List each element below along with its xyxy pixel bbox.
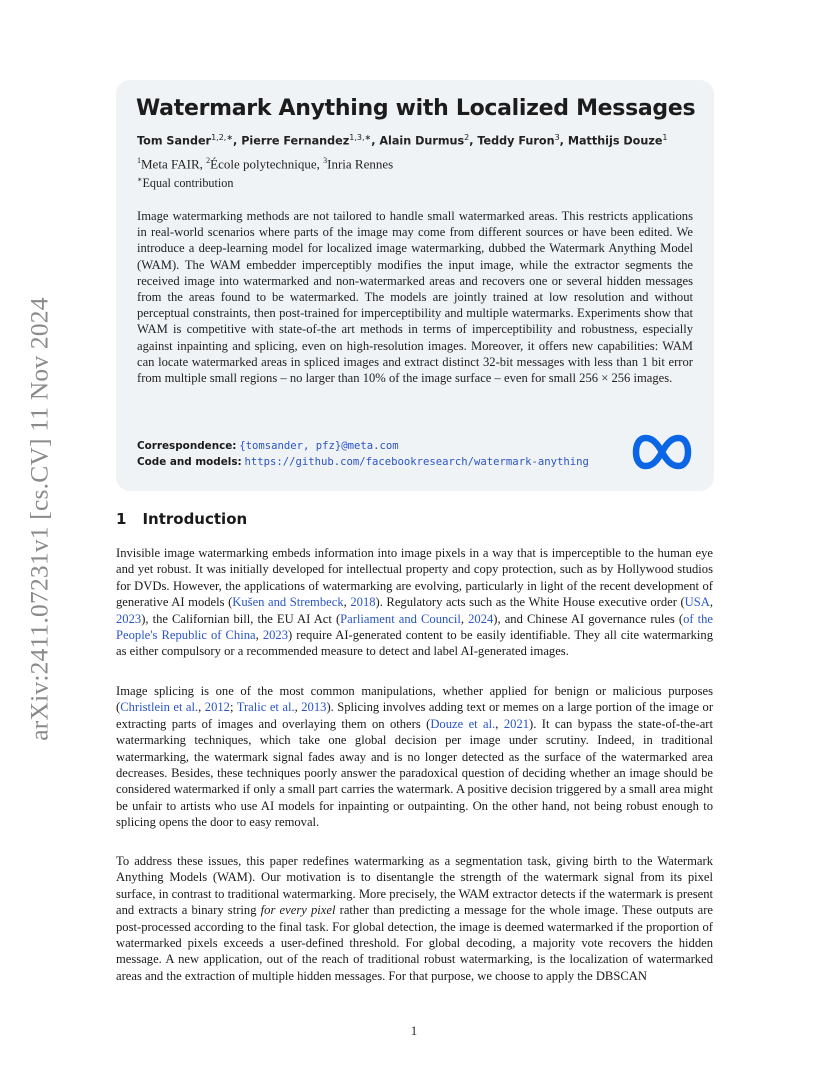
citation-link[interactable]: 2013 <box>301 700 327 715</box>
citation-link[interactable]: 2021 <box>503 716 530 731</box>
paragraph-text: rather than predicting a message for the whole image. These outputs are post-processed according to the final task. For global detection, the image is deemed watermarked if the proportion of watermarked pixels exceeds a user-defined threshold. For global decoding, a majority vote recovers the hidden message. A new application, out of the reach of traditional robust watermarking, is the localization of watermarked areas and the extraction of multiple hidden messages. For that purpose, we choose to apply the DBSCAN <box>116 903 713 983</box>
emphasized-text: for every pixel <box>260 903 336 918</box>
author-name: Matthijs Douze <box>567 134 663 148</box>
paragraph-text: ), and Chinese AI governance rules ( <box>493 611 684 626</box>
code-label: Code and models: <box>137 456 242 468</box>
citation-link[interactable]: USA <box>684 595 710 610</box>
citation-link[interactable]: Parliament and Council <box>340 611 461 626</box>
section-title: Introduction <box>142 510 248 528</box>
author-affiliation-marker: 1,2,∗ <box>211 133 234 142</box>
abstract: Image watermarking methods are not tailored to handle small watermarked areas. This restricts applications in real-world scenarios where parts of the image may come from different sources or have been edited. We introduce a deep-learning model for localized image watermarking, dubbed the Watermark Anything Model (WAM). The WAM embedder imperceptibly modifies the input image, while the extractor segments the received image into watermarked and non-watermarked areas and recovers one or several hidden messages from the areas found to be watermarked. The models are jointly trained at low resolution and without perceptual constraints, then post-trained for imperceptibility and multiple watermarks. Experiments show that WAM is competitive with state-of-the art methods in terms of imperceptibility and robustness, especially against inpainting and splicing, even on high-resolution images. Moreover, it offers new capabilities: WAM can locate watermarked areas in spliced images and extract distinct 32-bit messages with less than 1 bit error from multiple small regions – no larger than 10% of the image surface – even for small 256 × 256 images. <box>137 209 693 386</box>
paragraph-text: , <box>709 595 714 610</box>
correspondence-email-link[interactable]: {tomsander, pfz}@meta.com <box>239 440 399 452</box>
paragraph-text: , <box>294 700 302 715</box>
paragraph-text: , <box>343 595 351 610</box>
citation-link[interactable]: 2023 <box>262 628 289 643</box>
affiliation-marker: 3 <box>323 156 328 165</box>
paragraph-text: ). It can bypass the state-of-the-art watermarking techniques, which take one global decision per image under scrutiny. Indeed, in traditional watermarking, the watermark signal fades away and is no longer detected as the surface of the watermarked area decreases. Besides, these techniques poorly answer the paradoxical question of deciding whether an image should be considered watermarked if only a small part carries the watermark. A positive decision triggered by a small area might be unfair to artists who use AI models for inpainting or outpainting. On the other hand, not being robust enough to splicing opens the door to easy removal. <box>116 716 713 830</box>
correspondence-label: Correspondence: <box>137 440 237 452</box>
correspondence-line <box>137 440 399 452</box>
equal-contribution-note: ∗Equal contribution <box>137 175 234 191</box>
section-heading-introduction <box>116 510 247 528</box>
paragraph-text: Image splicing is one of the most common manipulations, whether applied for benign or malicious purposes ( <box>116 684 713 715</box>
paragraph-text: To address these issues, this paper redefines watermarking as a segmentation task, giving birth to the Watermark Anything Models (WAM). Our motivation is to disentangle the strength of the watermark signal from its pixel surface, in contrast to traditional watermarking. More precisely, the WAM extractor detects if the watermark is present and extracts a binary string <box>116 854 713 918</box>
author-affiliation-marker: 3 <box>554 133 560 142</box>
paragraph-text: , <box>460 611 469 626</box>
author-affiliation-marker: 2 <box>464 133 470 142</box>
paragraph-text: ). Splicing involves adding text or memes on a large portion of the image or extracting parts of images and overlaying them on others ( <box>116 700 714 731</box>
paragraph-text: ). Regulatory acts such as the White House executive order ( <box>375 595 685 610</box>
paragraph-text: ), the Californian bill, the EU AI Act ( <box>141 611 341 626</box>
paper-title: Watermark Anything with Localized Messages <box>136 96 696 121</box>
citation-link[interactable]: Kušen and Strembeck <box>232 595 344 610</box>
affiliation-list: $^1$Meta FAIR, $^2$École polytechnique, $^3$Inria Rennes <box>137 156 394 172</box>
intro-paragraph-1 <box>116 545 713 660</box>
affiliation-marker: 1 <box>137 156 141 165</box>
author-name: Alain Durmus <box>379 134 465 148</box>
code-line <box>137 456 589 468</box>
arxiv-identifier: arXiv:2411.07231v1 [cs.CV] 11 Nov 2024 <box>25 297 55 741</box>
author-affiliation-marker: 1 <box>662 133 668 142</box>
arxiv-side-stamp <box>20 280 60 758</box>
intro-paragraph-2 <box>116 683 713 831</box>
affiliation-name: Inria Rennes <box>327 156 394 172</box>
citation-link[interactable]: 2012 <box>204 700 230 715</box>
affiliation-name: Meta FAIR <box>141 156 200 172</box>
paragraph-text: , <box>495 716 504 731</box>
citation-link[interactable]: Tralic et al. <box>236 700 295 715</box>
citation-link[interactable]: 2018 <box>350 595 376 610</box>
section-number: 1 <box>116 510 127 528</box>
affiliation-marker: 2 <box>206 156 211 165</box>
author-list: Tom Sander$^{1,2,∗}$, Pierre Fernandez$^{1,3,∗}$, Alain Durmus$^2$, Teddy Furon$^3$, Matthijs Douze$^1$ <box>137 133 668 148</box>
citation-link[interactable]: 2023 <box>116 611 142 626</box>
intro-paragraph-3 <box>116 853 713 984</box>
citation-link[interactable]: Douze et al. <box>430 716 496 731</box>
paragraph-text: ; <box>229 700 237 715</box>
affiliation-name: École polytechnique <box>210 156 317 172</box>
code-repository-link[interactable]: https://github.com/facebookresearch/watermark-anything <box>244 456 589 468</box>
meta-infinity-logo-icon <box>632 433 692 471</box>
paragraph-text: , <box>198 700 205 715</box>
paragraph-text: ) require AI-generated content to be easily identifiable. They all cite watermarking as either compulsory or a recommended measure to detect and label AI-generated images. <box>116 628 714 659</box>
paragraph-text: Invisible image watermarking embeds information into image pixels in a way that is imperceptible to the human eye and yet robust. It was initially developed for intellectual property and copy protection, such as by Hollywood studios for DVDs. However, the applications of watermarking are evolving, particularly in light of the recent development of generative AI models ( <box>116 546 713 610</box>
author-affiliation-marker: 1,3,∗ <box>349 133 372 142</box>
author-name: Tom Sander <box>137 134 212 148</box>
citation-link[interactable]: Christlein et al. <box>120 700 199 715</box>
author-name: Teddy Furon <box>477 134 555 148</box>
citation-link[interactable]: of the People's Republic of China <box>116 611 713 643</box>
paragraph-text: , <box>255 628 263 643</box>
page-number: 1 <box>410 1024 418 1038</box>
author-name: Pierre Fernandez <box>241 134 350 148</box>
citation-link[interactable]: 2024 <box>468 611 494 626</box>
